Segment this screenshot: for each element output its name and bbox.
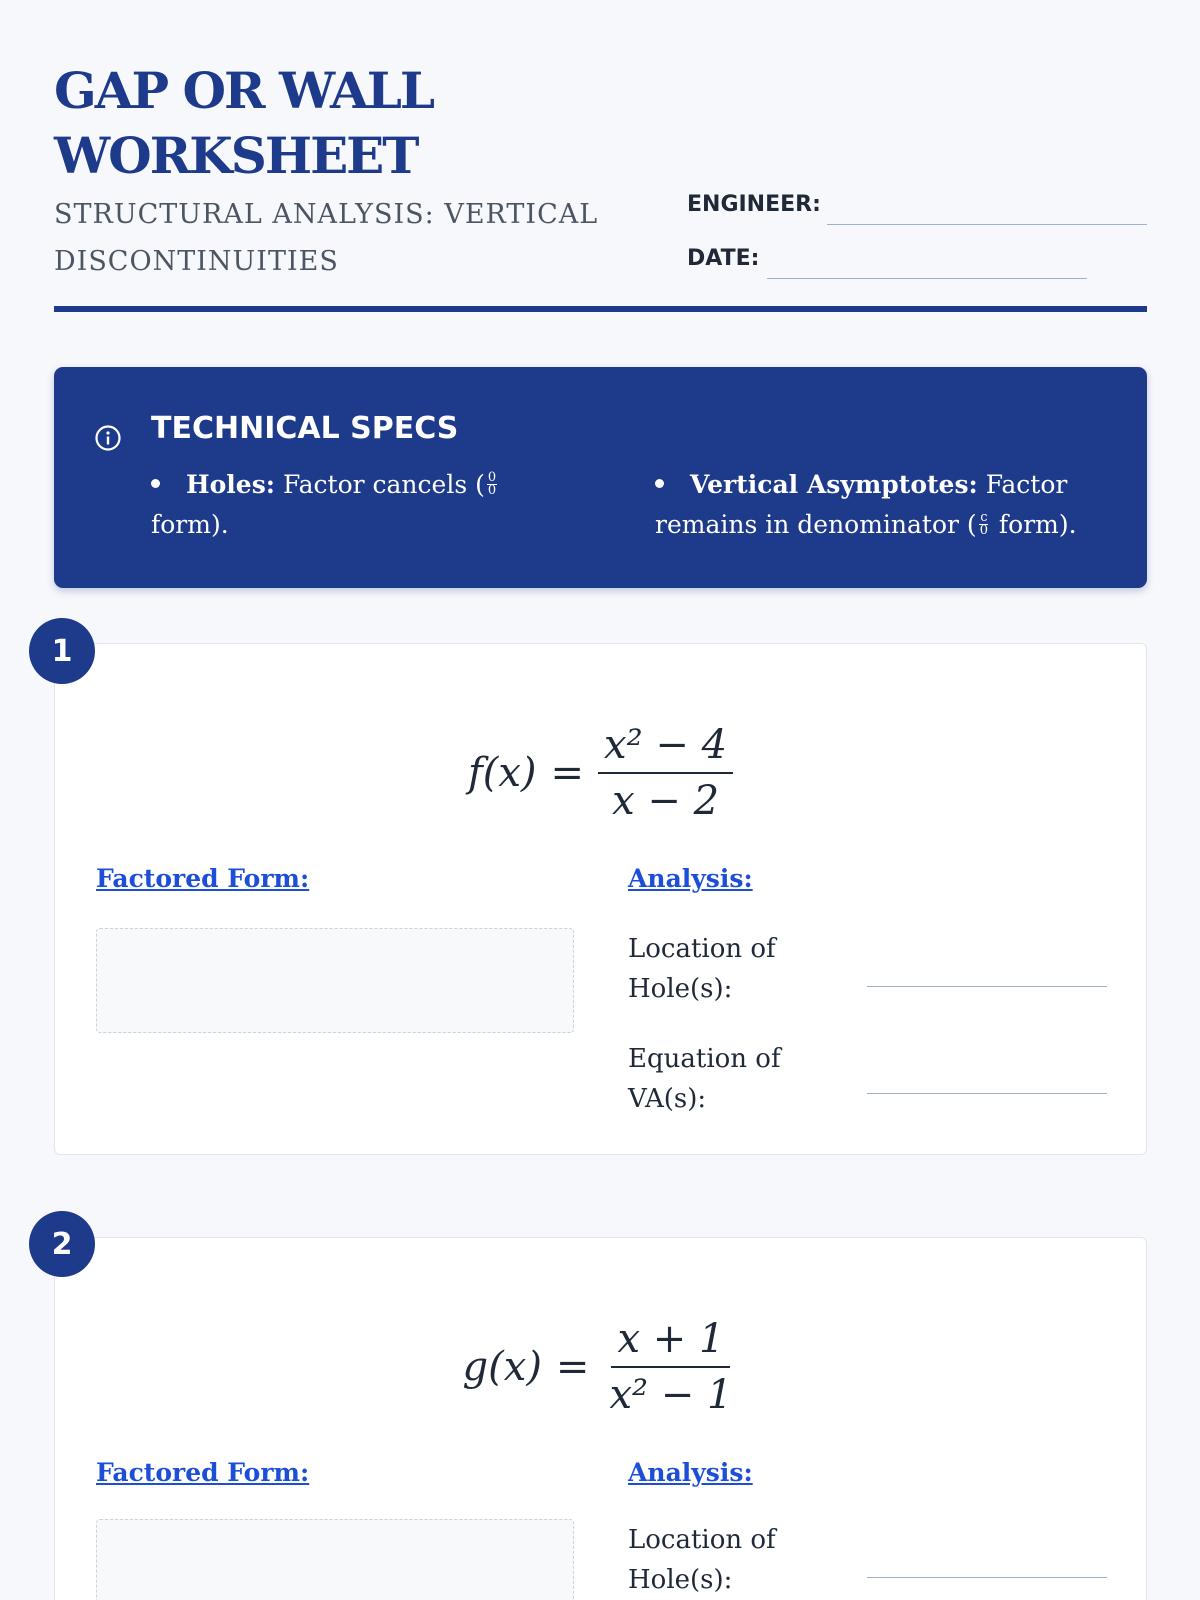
va-equation-label: Equation of VA(s): [628, 1044, 781, 1114]
numerator: x + 1 [611, 1316, 730, 1368]
analysis-label: Analysis: [628, 864, 753, 893]
technical-specs-panel [54, 367, 1147, 588]
bullet [151, 479, 160, 488]
spec-term: Vertical Asymptotes: [690, 470, 978, 499]
factored-form-label: Factored Form: [96, 864, 310, 893]
spec-text-after: form). [151, 510, 229, 539]
engineer-label: ENGINEER: [687, 192, 821, 217]
problem-card-1 [54, 643, 1147, 1155]
fraction-numerator: c [980, 510, 988, 525]
equals-sign: = [550, 750, 585, 796]
numerator: x² − 4 [598, 722, 733, 774]
function-name: f(x) [467, 750, 537, 796]
problem-card-2 [54, 1237, 1147, 1600]
spec-text-after: form). [990, 510, 1077, 539]
problem-number-badge-2: 2 [29, 1211, 95, 1277]
specs-title: TECHNICAL SPECS [151, 411, 459, 446]
function-name: g(x) [462, 1344, 542, 1390]
spec-text: Factor cancels ( [282, 470, 485, 499]
worksheet-title [54, 58, 1147, 188]
info-icon [94, 424, 122, 452]
fraction-numerator: 0 [487, 470, 497, 485]
title-line-1: GAP OR WALL [54, 61, 434, 120]
fraction-denominator: 0 [979, 523, 988, 538]
equation-2 [55, 1316, 1146, 1418]
date-label: DATE: [687, 246, 760, 271]
denominator: x − 2 [612, 778, 720, 824]
bullet [655, 479, 664, 488]
engineer-input-line[interactable] [827, 224, 1147, 225]
hole-location-label: Location of Hole(s): [628, 1525, 776, 1595]
hole-location-answer-line[interactable] [867, 986, 1107, 987]
factored-form-label: Factored Form: [96, 1458, 310, 1487]
problem-number-badge-1: 1 [29, 618, 95, 684]
equals-sign: = [555, 1344, 590, 1390]
equation-1 [55, 722, 1146, 824]
fraction-zero-over-zero [487, 472, 497, 497]
rational-expression [598, 722, 733, 824]
spec-text: Factor remains in denominator ( [655, 470, 1068, 539]
denominator: x² − 1 [609, 1372, 733, 1418]
worksheet-subtitle: STRUCTURAL ANALYSIS: VERTICAL DISCONTINUITIES [54, 199, 599, 277]
spec-item-holes [151, 465, 581, 545]
fraction-denominator: 0 [487, 483, 497, 498]
factored-form-answer-box[interactable] [96, 1519, 574, 1600]
hole-location-label: Location of Hole(s): [628, 934, 776, 1004]
title-line-2: WORKSHEET [54, 126, 418, 185]
hole-location-answer-line[interactable] [867, 1577, 1107, 1578]
analysis-label: Analysis: [628, 1458, 753, 1487]
fraction-c-over-zero [979, 512, 989, 537]
date-input-line[interactable] [767, 278, 1087, 279]
factored-form-answer-box[interactable] [96, 928, 574, 1033]
header-divider [54, 306, 1147, 312]
spec-item-vertical-asymptotes [655, 465, 1115, 545]
rational-expression [603, 1316, 738, 1418]
va-equation-answer-line[interactable] [867, 1093, 1107, 1094]
spec-term: Holes: [186, 470, 276, 499]
